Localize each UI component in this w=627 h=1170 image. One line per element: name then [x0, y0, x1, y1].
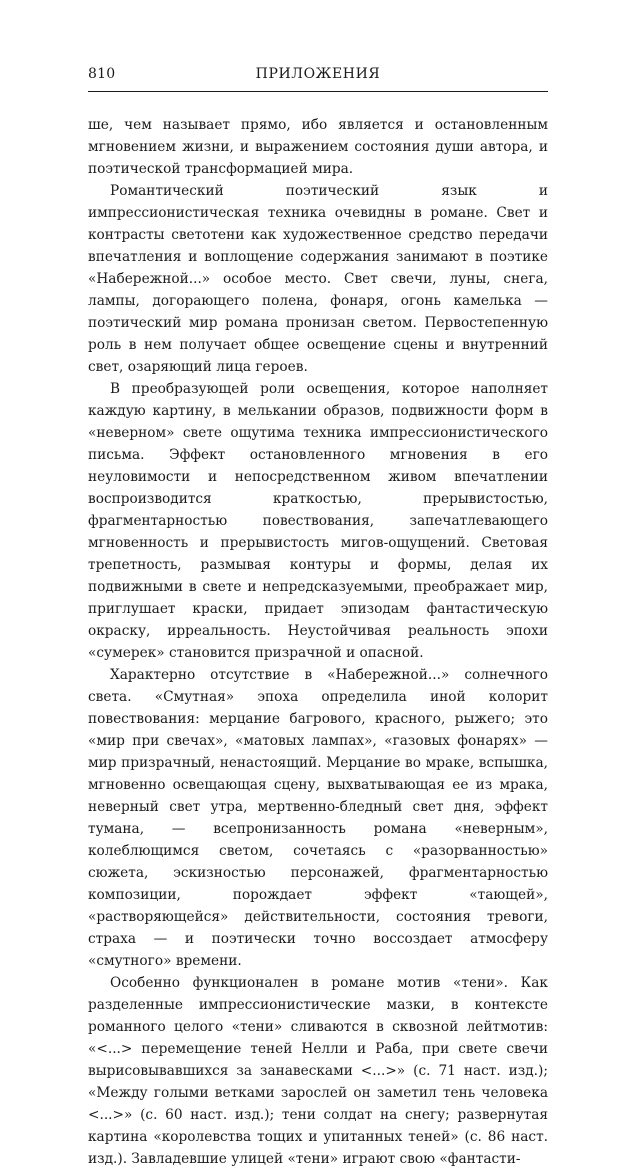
running-header [88, 66, 548, 86]
header-rule [88, 91, 548, 92]
body-text [88, 114, 548, 1170]
book-page [88, 66, 548, 1170]
paragraph-romantic-language: Романтический поэтический язык и импрессионистическая техника очевидны в романе. Свет и контрасты светотени как художественное средство передачи впечатления и воплощение содержания занимают в поэтике «Набережной...» особое место. Свет свечи, луны, снега, лампы, догорающего полена, фонаря, огонь камелька — поэтический мир романа пронизан светом. Первостепенную роль в нем получает общее освещение сцены и внутренний свет, озаряющий лица героев. [88, 183, 548, 375]
paragraph-shadow-motif: Особенно функционален в романе мотив «тени». Как разделенные импрессионистические мазки, в контексте романного целого «тени» сливаются в сквозной лейтмотив: «<...> перемещение теней Нелли и Раба, при свете свечи вырисовывавшихся за занавесками <...>» (с. 71 наст. изд.); «Между голыми ветками зарослей он заметил тень человека <...>» (с. 60 наст. изд.); тени солдат на снегу; развернутая картина «королевства тощих и упитанных теней» (с. 86 наст. изд.). Завладевшие улицей «тени» играют свою «фантасти- [88, 975, 548, 1167]
page-number: 810 [88, 66, 116, 82]
paragraph-continuation: ше, чем называет прямо, ибо является и остановленным мгновением жизни, и выражением состояния души автора, и поэтической трансформацией мира. [88, 117, 548, 177]
paragraph-absence-of-sunlight: Характерно отсутствие в «Набережной...» солнечного света. «Смутная» эпоха определила иной колорит повествования: мерцание багрового, красного, рыжего; это «мир при свечах», «матовых лампах», «газовых фонарях» — мир призрачный, ненастоящий. Мерцание во мраке, вспышка, мгновенно освещающая сцену, выхватывающая ее из мрака, неверный свет утра, мертвенно-бледный свет дня, эффект тумана, — всепронизанность романа «неверным», колеблющимся светом, сочетаясь с «разорванностью» сюжета, эскизностью персонажей, фрагментарностью композиции, порождает эффект «тающей», «растворяющейся» действительности, состояния тревоги, страха — и поэтически точно воссоздает атмосферу «смутного» времени. [88, 667, 548, 969]
paragraph-lighting-role: В преобразующей роли освещения, которое наполняет каждую картину, в мелькании образов, подвижности форм в «неверном» свете ощутима техника импрессионистического письма. Эффект остановленного мгновения в его неуловимости и непосредственном живом впечатлении воспроизводится краткостью, прерывистостью, фрагментарностью повествования, запечатлевающего мгновенность и прерывистость мигов-ощущений. Световая трепетность, размывая контуры и формы, делая их подвижными в свете и непредсказуемыми, преображает мир, приглушает краски, придает эпизодам фантастическую окраску, ирреальность. Неустойчивая реальность эпохи «сумерек» становится призрачной и опасной. [88, 381, 548, 661]
section-title: ПРИЛОЖЕНИЯ [255, 66, 381, 82]
